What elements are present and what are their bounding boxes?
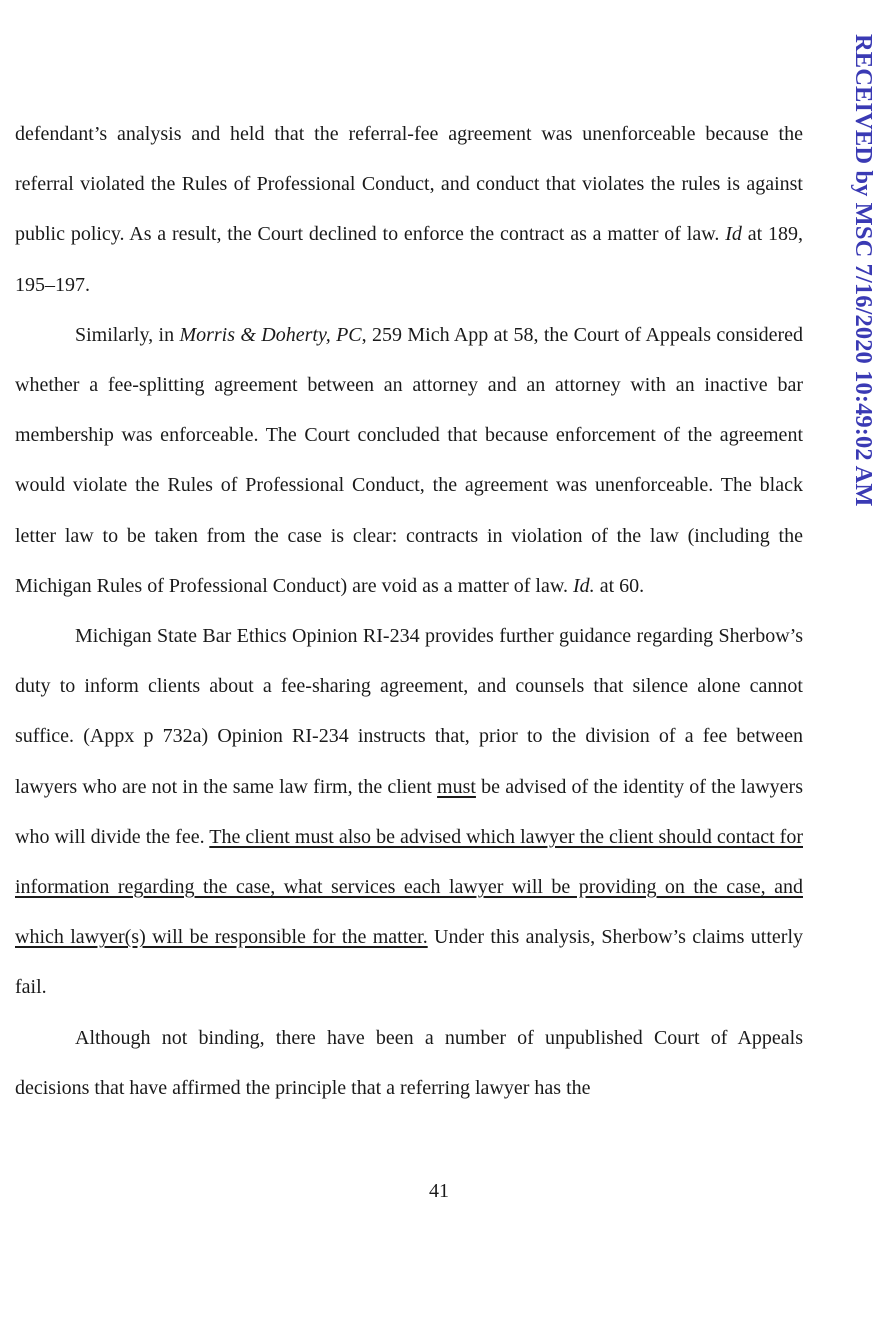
paragraph-1-text: defendant’s analysis and held that the referral-fee agreement was unenforceable because the referral violated the Rules of Professional Conduct, and conduct that violates the rules is against public policy. As a result, the Court declined to enforce the contract as a matter of law. (15, 123, 803, 246)
citation-id: Id (725, 223, 742, 246)
body-text (15, 109, 803, 1113)
paragraph-3-end: Under this analysis, Sherbow’s claims utterly fail. (15, 926, 803, 999)
paragraph-1-pages: at 189, 195–197. (15, 223, 803, 296)
paragraph-2-lead: Similarly, in (75, 323, 180, 346)
paragraph-2 (15, 310, 803, 611)
paragraph-3 (15, 611, 803, 1013)
paragraph-1 (15, 109, 803, 310)
paragraph-3-text: Michigan State Bar Ethics Opinion RI-234 provides further guidance regarding Sherbow’s duty to inform clients about a fee-sharing agreement, and counsels that silence alone cannot suffice. (Appx p 732a) Opinion RI-234 instructs that, prior to the division of a fee between lawyers who are not in the same law firm, the client (15, 625, 803, 798)
paragraph-2-pages: at 60. (594, 574, 645, 597)
paragraph-4 (15, 1013, 803, 1113)
underlined-passage: The client must also be advised which lawyer the client should contact for information regarding the case, what services each lawyer will be providing on the case, and which lawyer(s) will be responsible for the matter. (15, 825, 803, 949)
underlined-must: must (437, 775, 476, 798)
citation-id: Id. (573, 574, 595, 597)
case-name: Morris & Doherty, PC (179, 323, 362, 346)
received-stamp: RECEIVED by MSC 7/16/2020 10:49:02 AM (850, 34, 877, 507)
page-number: 41 (429, 1180, 449, 1202)
paragraph-2-text: , 259 Mich App at 58, the Court of Appeals considered whether a fee-splitting agreement between an attorney and an attorney with an inactive bar membership was enforceable. The Court concluded that because enforcement of the agreement would violate the Rules of Professional Conduct, the agreement was unenforceable. The black letter law to be taken from the case is clear: contracts in violation of the law (including the Michigan Rules of Professional Conduct) are void as a matter of law. (15, 323, 803, 597)
paragraph-3-middle: be advised of the identity of the lawyers who will divide the fee. (15, 775, 803, 848)
paragraph-4-text: Although not binding, there have been a number of unpublished Court of Appeals decisions that have affirmed the principle that a referring lawyer has the (15, 1026, 803, 1099)
